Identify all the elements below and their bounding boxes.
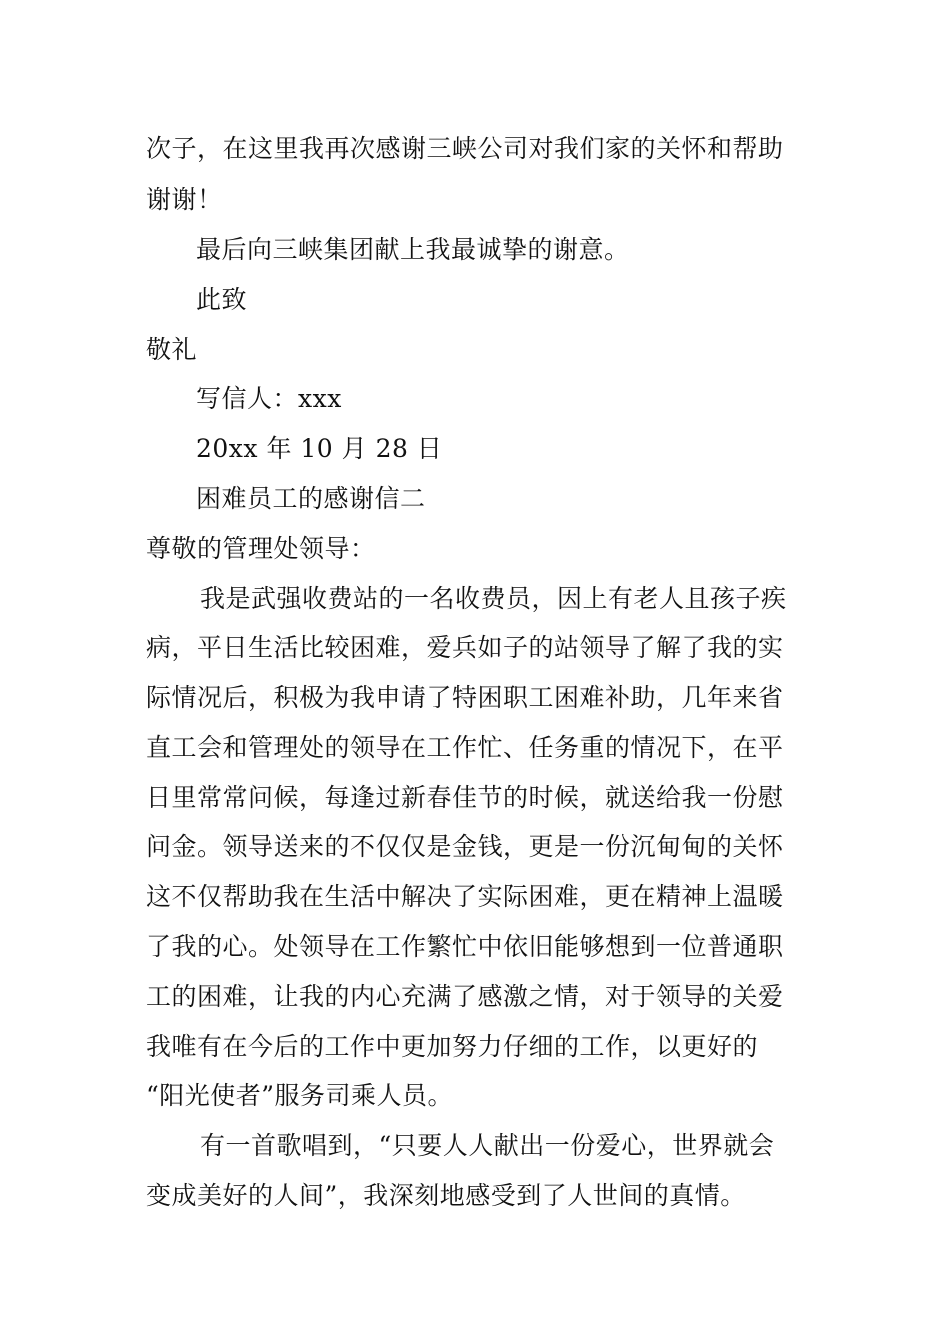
text-line: 谢谢！ <box>146 185 223 214</box>
text-line: 我唯有在今后的工作中更加努力仔细的工作，以更好的 <box>146 1032 759 1061</box>
text-line: 病，平日生活比较困难，爱兵如子的站领导了解了我的实 <box>146 633 784 662</box>
text-line: 此致 <box>196 285 248 314</box>
greeting-line: 尊敬的管理处领导： <box>146 534 376 563</box>
text-line: 际情况后，积极为我申请了特困职工困难补助，几年来省 <box>146 683 784 712</box>
text-line: 这不仅帮助我在生活中解决了实际困难，更在精神上温暖 <box>146 882 784 911</box>
text-line: 问金。领导送来的不仅仅是金钱，更是一份沉甸甸的关怀 <box>146 832 784 861</box>
text-line: 直工会和管理处的领导在工作忙、任务重的情况下，在平 <box>146 733 784 762</box>
text-line: 有一首歌唱到，“只要人人献出一份爱心，世界就会 <box>200 1131 775 1160</box>
text-line: 了我的心。处领导在工作繁忙中依旧能够想到一位普通职 <box>146 932 784 961</box>
text-line: 变成美好的人间”，我深刻地感受到了人世间的真情。 <box>146 1181 746 1210</box>
text-line: 工的困难，让我的内心充满了感激之情，对于领导的关爱 <box>146 982 784 1011</box>
salutation-closing: 敬礼 <box>146 335 198 364</box>
text-line: “阳光使者”服务司乘人员。 <box>146 1081 454 1110</box>
text-line: 次子，在这里我再次感谢三峡公司对我们家的关怀和帮助 <box>146 134 784 163</box>
author-line: 写信人：xxx <box>196 384 342 413</box>
text-line: 最后向三峡集团献上我最诚挚的谢意。 <box>196 235 630 264</box>
section-title: 困难员工的感谢信二 <box>196 484 426 513</box>
text-line: 日里常常问候，每逢过新春佳节的时候，就送给我一份慰 <box>146 783 784 812</box>
date-line: 20xx 年 10 月 28 日 <box>196 434 443 463</box>
text-line: 我是武强收费站的一名收费员，因上有老人且孩子疾 <box>200 584 787 613</box>
